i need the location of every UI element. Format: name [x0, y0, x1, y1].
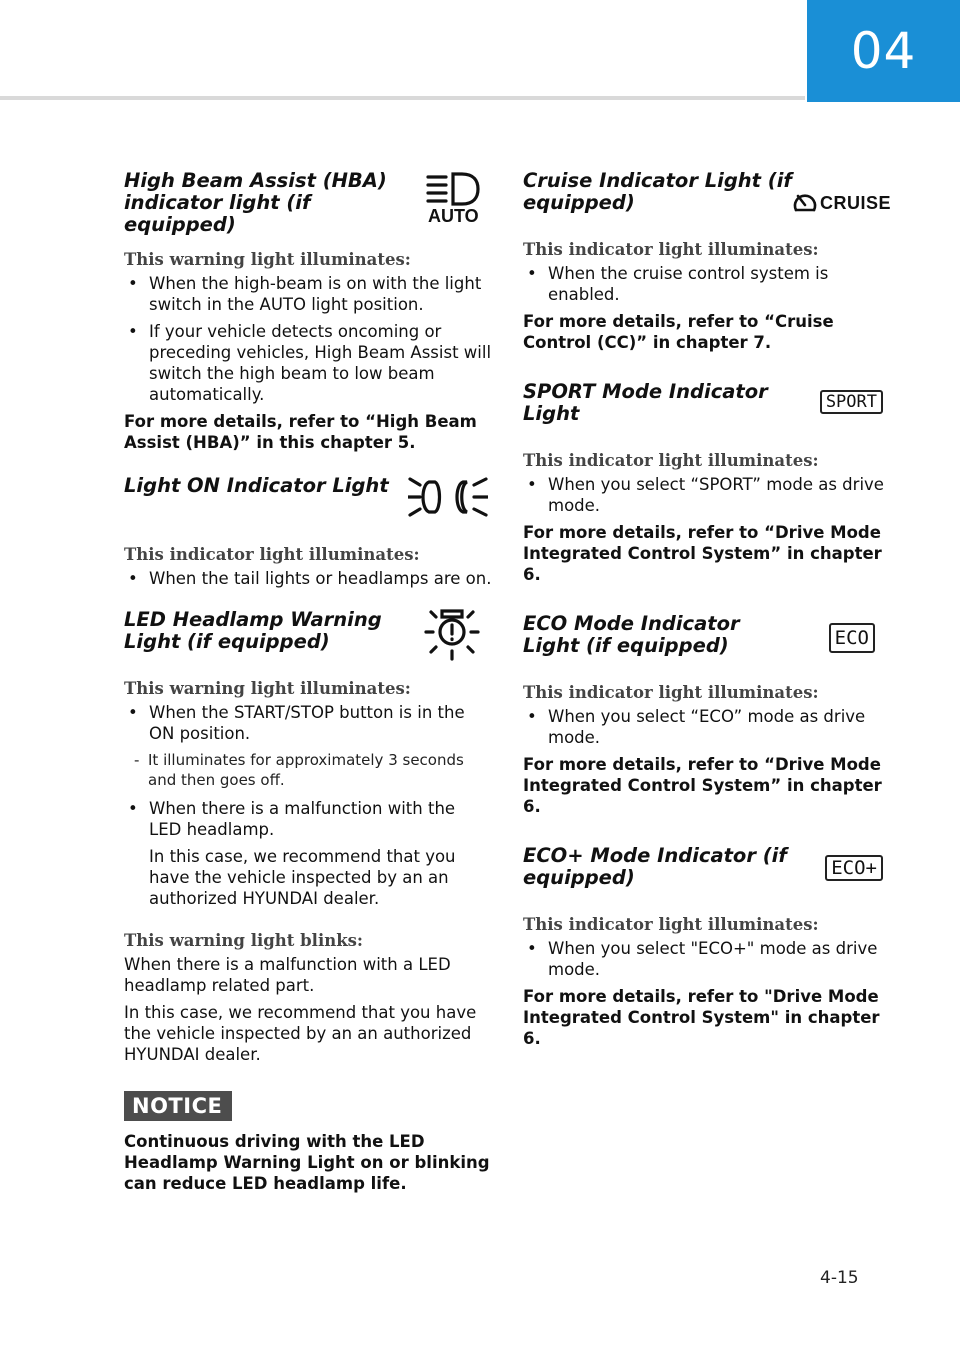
reference-text: For more details, refer to "Drive Mode Integrated Control System" in chapter 6. [523, 987, 880, 1048]
list-item: • When the high-beam is on with the light switch in the AUTO light position. [124, 273, 492, 315]
bullet-list [523, 474, 891, 516]
list-item: • When you select “SPORT” mode as drive mode. [523, 474, 891, 516]
list-item: • When there is a malfunction with the LED headlamp. [124, 798, 492, 840]
subheading: This warning light illuminates: [124, 250, 411, 269]
subheading: This indicator light illuminates: [523, 915, 819, 934]
bullet-list [124, 702, 492, 744]
sub-item: - It illuminates for approximately 3 seconds and then goes off. [124, 750, 492, 790]
tail-light-icon [408, 473, 488, 525]
bullet-list [523, 263, 891, 305]
right-column [523, 170, 891, 1049]
list-item: • When the tail lights or headlamps are on. [124, 568, 492, 589]
paragraph: When there is a malfunction with a LED headlamp related part. [124, 955, 451, 995]
subheading: This indicator light illuminates: [523, 683, 819, 702]
section-eco-plus [523, 845, 891, 1049]
subheading: This warning light illuminates: [124, 679, 411, 698]
bullet-list [523, 938, 891, 980]
section-eco [523, 613, 891, 817]
bullet-list [523, 706, 891, 748]
cruise-icon [792, 192, 891, 214]
subheading: This warning light blinks: [124, 931, 364, 950]
list-item: • When the START/STOP button is in the ON position. [124, 702, 492, 744]
section-cruise [523, 170, 891, 353]
subheading: This indicator light illuminates: [523, 240, 819, 259]
sport-label: SPORT [820, 390, 883, 414]
led-headlamp-warning-icon [422, 601, 482, 667]
eco-mode-icon [829, 627, 875, 649]
section-led-headlamp [124, 609, 492, 1065]
list-item: • When you select “ECO” mode as drive mode. [523, 706, 891, 748]
reference-text: For more details, refer to “Drive Mode Integrated Control System” in chapter 6. [523, 755, 882, 816]
reference-text: For more details, refer to “High Beam Assist (HBA)” in this chapter 5. [124, 412, 477, 452]
cruise-label: CRUISE [819, 192, 891, 213]
header-rule [0, 96, 805, 100]
bullet-list [124, 273, 492, 405]
bullet-list [124, 568, 492, 589]
section-hba [124, 170, 492, 453]
section-sport [523, 381, 891, 585]
left-column [124, 170, 492, 1194]
section-title: Light ON Indicator Light [124, 474, 389, 497]
section-title: Cruise Indicator Light (if equipped) [523, 169, 792, 214]
continuation-text: In this case, we recommend that you have the vehicle inspected by an an authorized HYUNDAI dealer. [149, 847, 456, 908]
reference-text: For more details, refer to “Cruise Control (CC)” in chapter 7. [523, 312, 834, 352]
section-title: ECO Mode Indicator Light (if equipped) [523, 612, 740, 657]
high-beam-auto-icon [426, 170, 488, 232]
eco-plus-label: ECO+ [825, 855, 883, 881]
section-title: LED Headlamp Warning Light (if equipped) [124, 608, 382, 653]
section-title: SPORT Mode Indicator Light [523, 380, 768, 425]
eco-plus-mode-icon [825, 857, 883, 879]
page-number: 4-15 [820, 1268, 859, 1288]
sport-mode-icon [820, 391, 883, 413]
section-title: High Beam Assist (HBA) indicator light (if equipped) [124, 169, 387, 236]
bullet-list [124, 798, 492, 840]
section-light-on [124, 475, 492, 589]
notice-text: Continuous driving with the LED Headlamp Warning Light on or blinking can reduce LED headlamp life. [124, 1132, 490, 1193]
notice-label: NOTICE [124, 1091, 232, 1121]
reference-text: For more details, refer to “Drive Mode Integrated Control System” in chapter 6. [523, 523, 882, 584]
chapter-tab [807, 0, 960, 102]
eco-label: ECO [829, 623, 875, 653]
chapter-number: 04 [850, 22, 917, 80]
list-item: • When you select "ECO+" mode as drive mode. [523, 938, 891, 980]
list-item: • When the cruise control system is enabled. [523, 263, 891, 305]
list-item: • If your vehicle detects oncoming or preceding vehicles, High Beam Assist will switch the high beam to low beam automatically. [124, 321, 492, 405]
section-notice [124, 1071, 492, 1194]
subheading: This indicator light illuminates: [523, 451, 819, 470]
auto-label: AUTO [428, 206, 479, 226]
subheading: This indicator light illuminates: [124, 545, 420, 564]
section-title: ECO+ Mode Indicator (if equipped) [523, 844, 787, 889]
paragraph: In this case, we recommend that you have the vehicle inspected by an an authorized HYUNDAI dealer. [124, 1003, 477, 1064]
